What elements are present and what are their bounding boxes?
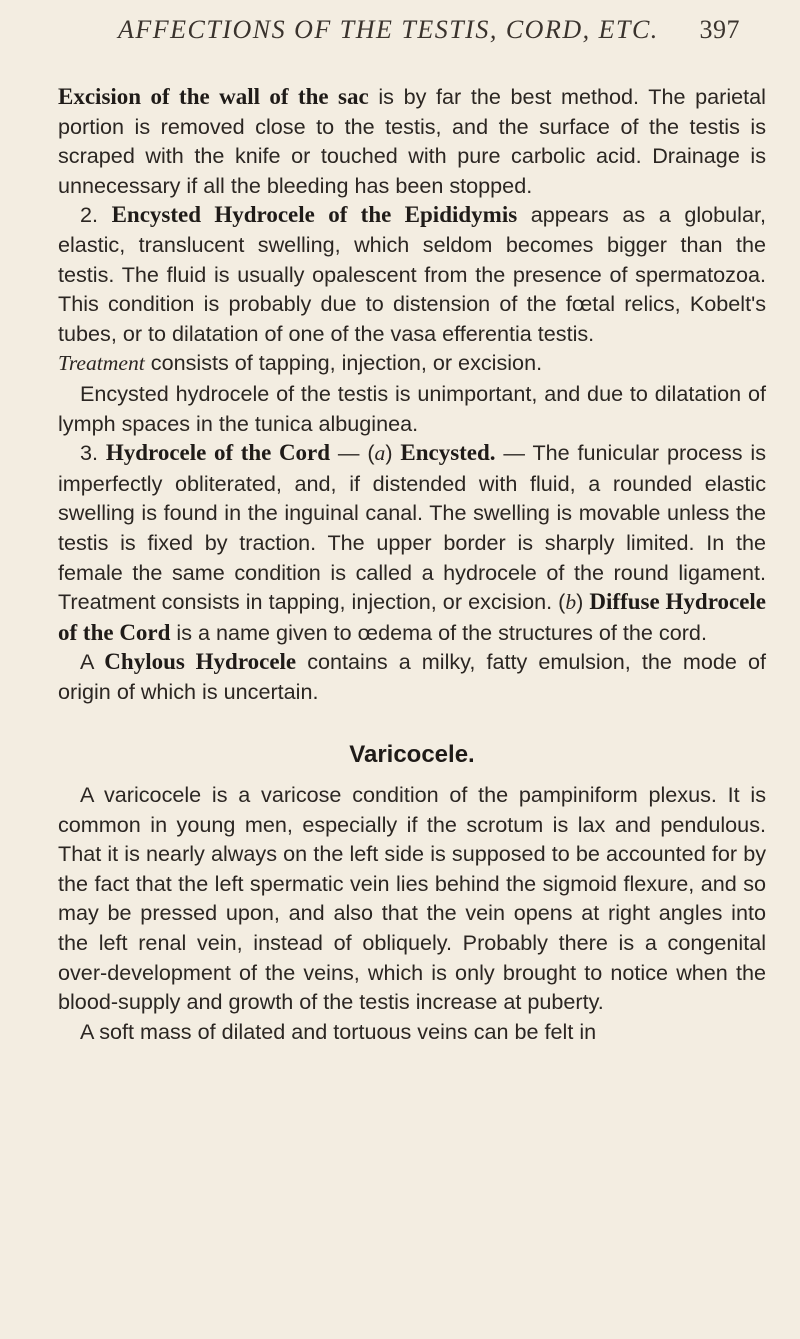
paragraph-text: Encysted hydrocele of the testis is unimportant, and due to dilatation of lymph spaces in the tunica albuginea. [58,380,766,436]
section-number: 2. [80,202,112,228]
paragraph-text: appears as a globular, elastic, translucent swelling, which seldom becomes bigger than the testis. The fluid is usually opalescent from the presence of spermatozoa. This condition is probably due to distension of the fœtal relics, Kobelt's tubes, or to dilatation of one of the vasa efferentia testis. [58,202,766,346]
paragraph-text: consists of tapping, injection, or excision. [144,350,543,376]
item-letter-a: a [374,441,386,466]
heading-encysted-hydrocele-epididymis: Encysted Hydrocele of the Epididymis [111,202,518,228]
item-letter-b: b [565,590,577,615]
paragraph-text: — The funicular process is imperfectly obliterated, and, if distended with fluid, a rounded elastic swelling is found in the inguinal canal. The swelling is movable unless the testis is fixed by traction. The upper border is sharply limited. In the female the same condition is called a hydrocele of the round ligament. Treatment consists in tapping, injection, or excision. ( [58,440,766,615]
heading-encysted: Encysted. [400,440,496,466]
heading-excision: Excision of the wall of the sac [58,84,369,109]
paragraph-chylous [58,647,766,706]
paragraph-text: is by far the best method. The parietal portion is removed close to the testis, and the surface of the testis is scraped with the knife or touched with pure carbolic acid. Drainage is unnecessary if all the bleeding has been stopped. [58,84,766,198]
paragraph-text: A varicocele is a varicose condition of the pampiniform plexus. It is common in young men, especially if the scrotum is lax and pendulous. That it is nearly always on the left side is supposed to be accounted for by the fact that the left spermatic vein lies behind the sigmoid flexure, and so may be pressed upon, and also that the vein opens at right angles into the left renal vein, instead of obliquely. Probably there is a congenital over-development of the veins, which is only brought to notice when the blood-supply and growth of the testis increase at puberty. [58,782,766,1015]
page-number: 397 [699,15,740,44]
body-text [58,82,766,1046]
section-number: 3. [80,440,106,466]
paragraph-soft-mass [58,1017,766,1047]
text-dash: — ( [330,440,375,466]
paragraph-excision [58,82,766,200]
heading-hydrocele-cord: Hydrocele of the Cord [105,440,331,466]
paragraph-varicocele [58,780,766,1017]
heading-chylous-hydrocele: Chylous Hydrocele [104,649,297,675]
paragraph-hydrocele-cord [58,438,766,647]
text-paren: ) [576,589,590,615]
running-head-title: AFFECTIONS OF THE TESTIS, CORD, ETC. [118,15,659,44]
paragraph-encysted-testis [58,379,766,438]
paragraph-text: is a name given to œdema of the structures of the cord. [170,619,707,645]
paragraph-text: contains a milky, fatty emulsion, the mode of origin of which is uncertain. [58,649,767,704]
section-title-varicocele: Varicocele. [349,741,475,769]
paragraph-epididymis [58,200,766,348]
running-head [58,6,766,54]
heading-diffuse-hydrocele: Diffuse Hydrocele of the Cord [58,589,766,645]
text-paren: ) [385,440,401,466]
text-lead: A [80,649,105,675]
treatment-label: Treatment [58,351,145,376]
paragraph-text: A soft mass of dilated and tortuous veins can be felt in [80,1018,597,1044]
paragraph-treatment [58,348,766,379]
